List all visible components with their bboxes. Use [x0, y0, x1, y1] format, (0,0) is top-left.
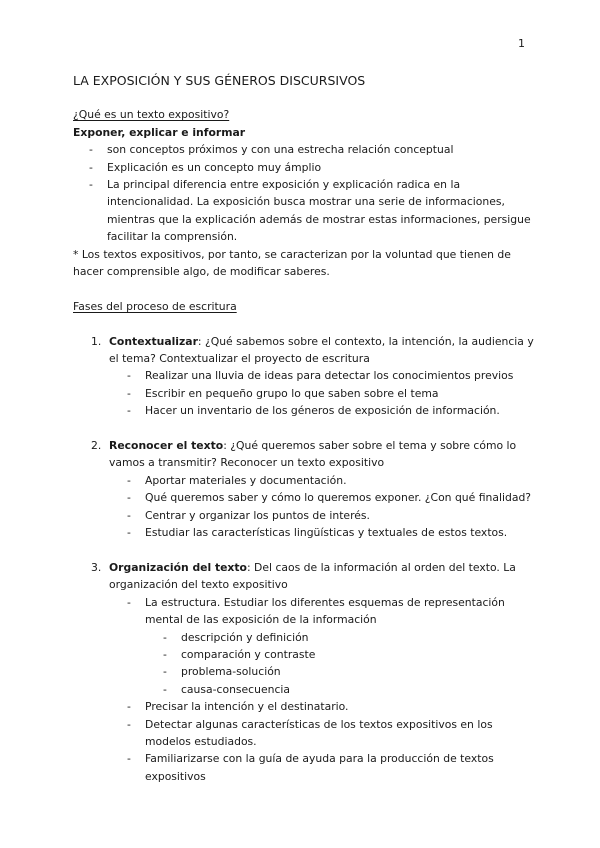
phase-sub-item: - Centrar y organizar los puntos de interés. [73, 507, 535, 524]
document-title: LA EXPOSICIÓN Y SUS GÉNEROS DISCURSIVOS [73, 73, 366, 88]
phase-item [73, 437, 535, 472]
intro-question: ¿Qué es un texto expositivo? [73, 108, 230, 122]
page-number: 1 [518, 37, 525, 50]
scheme-item: - problema-solución [73, 663, 535, 680]
phase-title: Contextualizar [109, 334, 198, 348]
intro-bullet: - son conceptos próximos y con una estrecha relación conceptual [73, 141, 535, 158]
phase-item [73, 333, 535, 368]
phase-sub-item: - Escribir en pequeño grupo lo que saben sobre el tema [73, 385, 535, 402]
phase-title: Reconocer el texto [109, 439, 224, 453]
scheme-item: - comparación y contraste [73, 646, 535, 663]
phase-text: : ¿Qué sabemos sobre el contexto, la intención, la audiencia y el tema? Contextualizar el proyecto de escritura [109, 334, 534, 366]
phase-sub-item: - Precisar la intención y el destinatario. [73, 698, 535, 715]
phase-title: Organización del texto [109, 560, 247, 574]
phase-sub-item: - Detectar algunas características de los textos expositivos en los modelos estudiados. [73, 716, 535, 751]
phase-sub-item: - Qué queremos saber y cómo lo queremos exponer. ¿Con qué finalidad? [73, 489, 535, 506]
phase-text: : Del caos de la información al orden del texto. La organización del texto expositivo [109, 560, 516, 592]
scheme-item: - causa-consecuencia [73, 681, 535, 698]
phase-text: : ¿Qué queremos saber sobre el tema y sobre cómo lo vamos a transmitir? Reconocer un texto expositivo [109, 439, 517, 470]
phase-sub-item: - Realizar una lluvia de ideas para detectar los conocimientos previos [73, 367, 535, 384]
scheme-item: - descripción y definición [73, 629, 535, 646]
intro-bullet: - Explicación es un concepto muy ámplio [73, 159, 535, 176]
intro-subtitle: Exponer, explicar e informar [73, 125, 246, 139]
document-body [73, 72, 535, 785]
phase-sub-item: - Aportar materiales y documentación. [73, 472, 535, 489]
phase-sub-item: - La estructura. Estudiar los diferentes esquemas de representación mental de las exposición de la información [73, 594, 535, 629]
intro-note: * Los textos expositivos, por tanto, se caracterizan por la voluntad que tienen de hacer comprensible algo, de modificar saberes. [73, 247, 511, 279]
phase-number: 2. [91, 439, 102, 453]
intro-bullet: - La principal diferencia entre exposición y explicación radica en la intencionalidad. La exposición busca mostrar una serie de informaciones, mientras que la explicación además de mostrar estas informaciones, persigue facilitar la comprensión. [73, 176, 535, 246]
phases-heading: Fases del proceso de escritura [73, 299, 237, 313]
phase-item [73, 559, 535, 594]
phase-number: 1. [91, 334, 102, 348]
phase-sub-item: - Familiarizarse con la guía de ayuda para la producción de textos expositivos [73, 750, 535, 785]
phase-number: 3. [91, 560, 102, 574]
phase-sub-item: - Hacer un inventario de los géneros de exposición de información. [73, 402, 535, 419]
phase-sub-item: - Estudiar las características lingüísticas y textuales de estos textos. [73, 524, 535, 541]
